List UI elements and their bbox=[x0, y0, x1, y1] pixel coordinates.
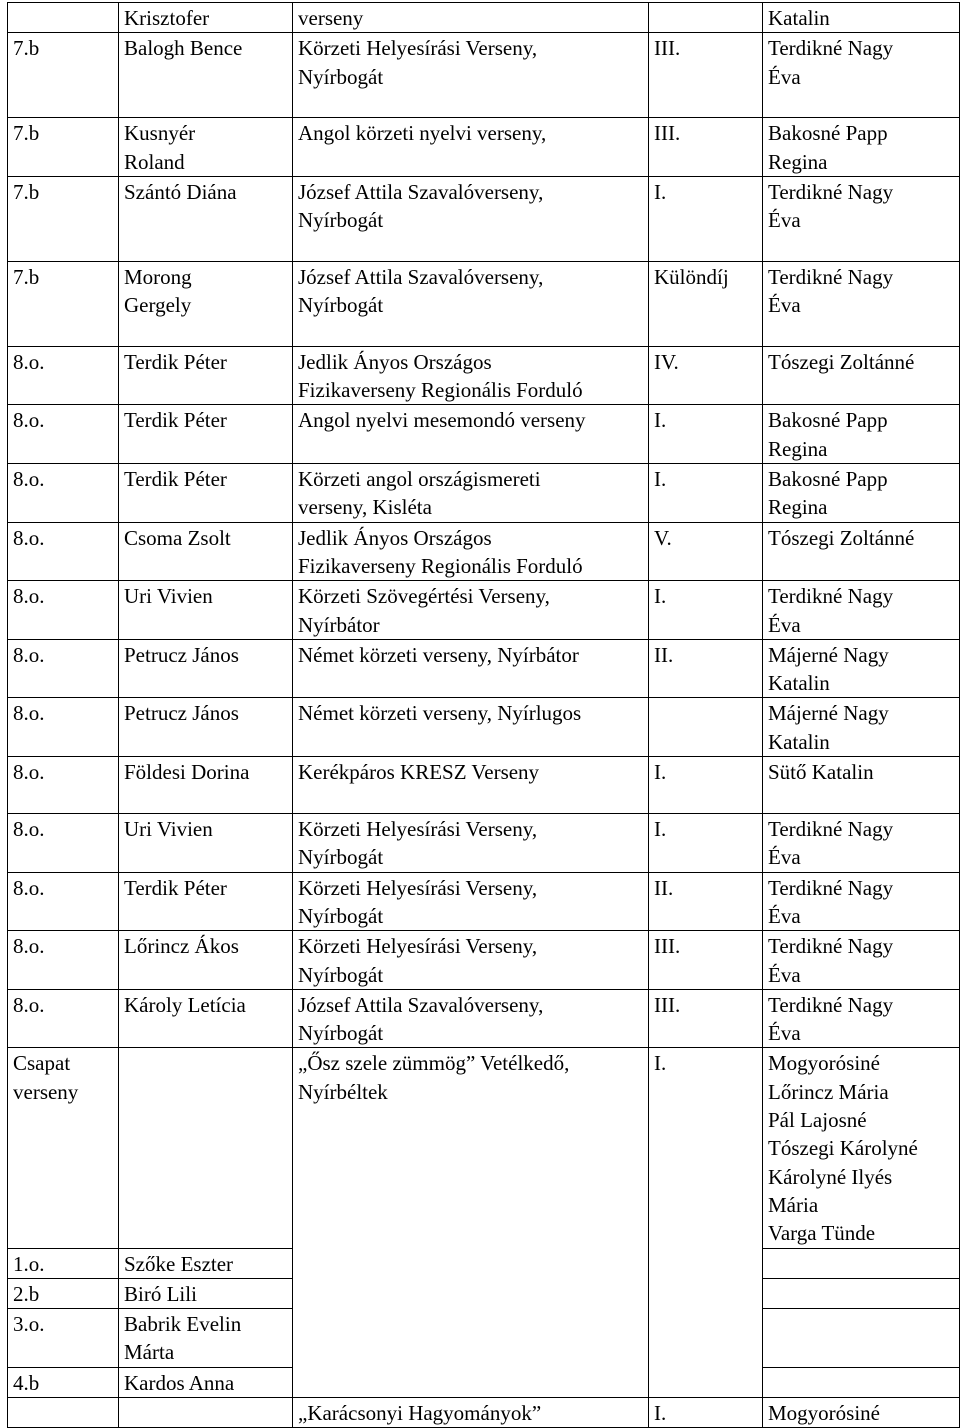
place-cell-text: II. bbox=[654, 642, 674, 667]
student-name-cell bbox=[119, 1248, 293, 1278]
place-cell bbox=[649, 698, 763, 757]
table-row bbox=[8, 3, 960, 33]
contest-cell bbox=[293, 814, 649, 873]
grade-cell bbox=[8, 405, 119, 464]
place-cell-text: V. bbox=[654, 525, 672, 550]
team-teachers-cell bbox=[763, 1048, 960, 1248]
contest-cell-text: Jedlik Ányos Országos Fizikaverseny Regionális Forduló bbox=[298, 525, 583, 578]
grade-cell bbox=[8, 581, 119, 640]
grade-cell bbox=[8, 1309, 119, 1368]
grade-cell bbox=[8, 118, 119, 177]
contest-cell bbox=[293, 33, 649, 118]
grade-cell bbox=[8, 1397, 119, 1427]
table-row bbox=[8, 698, 960, 757]
contest-cell-text: verseny bbox=[298, 6, 364, 30]
grade-cell bbox=[8, 33, 119, 118]
teacher-cell-text: Májerné Nagy Katalin bbox=[768, 701, 889, 754]
grade-cell-text: 8.o. bbox=[13, 817, 45, 842]
place-cell bbox=[649, 405, 763, 464]
grade-cell-text: 4.b bbox=[13, 1370, 40, 1395]
grade-cell-text: 8.o. bbox=[13, 701, 45, 726]
contest-cell bbox=[293, 261, 649, 346]
student-name-cell-text: Uri Vivien bbox=[124, 817, 213, 842]
student-name-cell-text: Morong Gergely bbox=[124, 264, 192, 318]
teacher-cell bbox=[763, 3, 960, 33]
teacher-cell bbox=[763, 698, 960, 757]
teacher-cell bbox=[763, 814, 960, 873]
place-cell bbox=[649, 33, 763, 118]
table-row bbox=[8, 639, 960, 698]
contest-cell bbox=[293, 405, 649, 464]
student-name-cell bbox=[119, 931, 293, 990]
student-name-cell bbox=[119, 118, 293, 177]
grade-cell-text: 8.o. bbox=[13, 584, 45, 609]
student-name-cell bbox=[119, 639, 293, 698]
teacher-cell-text: Terdikné Nagy Éva bbox=[768, 817, 894, 870]
table-row bbox=[8, 814, 960, 873]
grade-cell bbox=[8, 989, 119, 1048]
student-name-cell bbox=[119, 872, 293, 931]
teacher-cell-text: Tószegi Zoltánné bbox=[768, 525, 915, 550]
place-cell bbox=[649, 118, 763, 177]
contest-cell-text: Körzeti Szövegértési Verseny, Nyírbátor bbox=[298, 584, 550, 637]
place-cell-text: IV. bbox=[654, 349, 679, 374]
student-name-cell bbox=[119, 33, 293, 118]
place-cell bbox=[649, 3, 763, 33]
grade-cell-text: 8.o. bbox=[13, 349, 45, 374]
place-cell bbox=[649, 581, 763, 640]
grade-cell bbox=[8, 814, 119, 873]
teacher-cell bbox=[763, 405, 960, 464]
table-row bbox=[8, 261, 960, 346]
teacher-cell bbox=[763, 1397, 960, 1427]
grade-cell bbox=[8, 1248, 119, 1278]
team-name-cell bbox=[119, 1048, 293, 1248]
place-cell-text: III. bbox=[654, 992, 681, 1017]
place-cell-text: I. bbox=[654, 817, 667, 842]
contest-cell bbox=[293, 522, 649, 581]
student-name-cell bbox=[119, 3, 293, 33]
place-cell bbox=[649, 872, 763, 931]
student-name-cell-text: Kardos Anna bbox=[124, 1370, 235, 1395]
team-place-cell bbox=[649, 1048, 763, 1398]
grade-cell-text: 8.o. bbox=[13, 525, 45, 550]
table-row bbox=[8, 931, 960, 990]
place-cell bbox=[649, 931, 763, 990]
place-cell-text: II. bbox=[654, 875, 674, 900]
student-name-cell bbox=[119, 464, 293, 523]
teacher-cell-text: Terdikné Nagy Éva bbox=[768, 179, 894, 233]
contest-cell-text: Jedlik Ányos Országos Fizikaverseny Regionális Forduló bbox=[298, 349, 583, 403]
place-cell bbox=[649, 757, 763, 814]
table-row bbox=[8, 1397, 960, 1427]
student-name-cell-text: Balogh Bence bbox=[124, 36, 243, 61]
place-cell-text: I. bbox=[654, 408, 667, 433]
teacher-cell bbox=[763, 639, 960, 698]
contest-cell bbox=[293, 464, 649, 523]
student-name-cell-text: Terdik Péter bbox=[124, 875, 227, 900]
contest-cell-text: Körzeti Helyesírási Verseny, Nyírbogát bbox=[298, 817, 538, 870]
teacher-cell bbox=[763, 989, 960, 1048]
student-name-cell bbox=[119, 176, 293, 261]
teacher-cell bbox=[763, 176, 960, 261]
contest-cell bbox=[293, 3, 649, 33]
contest-cell-text: Körzeti Helyesírási Verseny, Nyírbogát bbox=[298, 875, 538, 928]
teacher-cell bbox=[763, 118, 960, 177]
contest-cell bbox=[293, 757, 649, 814]
teacher-cell-text: Májerné Nagy Katalin bbox=[768, 642, 889, 696]
student-name-cell-text: Terdik Péter bbox=[124, 467, 227, 492]
student-name-cell bbox=[119, 989, 293, 1048]
grade-cell bbox=[8, 931, 119, 990]
student-name-cell bbox=[119, 1367, 293, 1397]
place-cell-text: III. bbox=[654, 121, 681, 146]
grade-cell-text: 1.o. bbox=[13, 1251, 45, 1276]
student-name-cell-text: Károly Letícia bbox=[124, 992, 246, 1017]
contest-cell bbox=[293, 176, 649, 261]
place-cell-text: I. bbox=[654, 179, 667, 204]
teacher-cell-text: Mogyorósiné bbox=[768, 1400, 880, 1425]
contest-cell-text: József Attila Szavalóverseny, Nyírbogát bbox=[298, 179, 544, 233]
team-contest-cell bbox=[293, 1048, 649, 1398]
student-name-cell-text: Szántó Diána bbox=[124, 179, 237, 204]
student-name-cell bbox=[119, 261, 293, 346]
contest-cell-text: Körzeti Helyesírási Verseny, Nyírbogát bbox=[298, 934, 538, 987]
student-name-cell-text: Babrik Evelin Márta bbox=[124, 1312, 242, 1365]
contest-cell-text: Angol körzeti nyelvi verseny, bbox=[298, 121, 547, 146]
contest-cell bbox=[293, 698, 649, 757]
teacher-cell-text: Katalin bbox=[768, 6, 830, 30]
teacher-cell bbox=[763, 581, 960, 640]
team-row bbox=[8, 1048, 960, 1248]
student-name-cell-text: Csoma Zsolt bbox=[124, 525, 231, 550]
student-name-cell bbox=[119, 1278, 293, 1308]
student-name-cell-text: Terdik Péter bbox=[124, 349, 227, 374]
table-row bbox=[8, 118, 960, 177]
grade-cell-text: 7.b bbox=[13, 264, 40, 289]
teacher-cell-text: Bakosné Papp Regina bbox=[768, 408, 888, 461]
place-cell bbox=[649, 464, 763, 523]
student-name-cell-text: Petrucz János bbox=[124, 701, 239, 726]
table-row bbox=[8, 989, 960, 1048]
place-cell bbox=[649, 1397, 763, 1427]
grade-cell-text: 8.o. bbox=[13, 934, 45, 959]
place-cell bbox=[649, 814, 763, 873]
grade-cell-text: 8.o. bbox=[13, 875, 45, 900]
place-cell bbox=[649, 639, 763, 698]
table-row bbox=[8, 346, 960, 405]
grade-cell bbox=[8, 1278, 119, 1308]
grade-cell bbox=[8, 698, 119, 757]
grade-cell-text: 2.b bbox=[13, 1281, 40, 1306]
place-cell bbox=[649, 522, 763, 581]
place-cell-text: I. bbox=[654, 467, 667, 492]
contest-cell bbox=[293, 1397, 649, 1427]
team-contest-cell-text: „Ősz szele zümmög” Vetélkedő, Nyírbéltek bbox=[298, 1051, 570, 1104]
teacher-cell-text: Tószegi Zoltánné bbox=[768, 349, 915, 374]
teacher-cell bbox=[763, 931, 960, 990]
contest-cell-text: József Attila Szavalóverseny, Nyírbogát bbox=[298, 992, 544, 1046]
results-table-body bbox=[8, 3, 960, 1428]
contest-cell-text: Körzeti Helyesírási Verseny, Nyírbogát bbox=[298, 36, 538, 89]
student-name-cell-text: Lőrincz Ákos bbox=[124, 934, 239, 959]
table-row bbox=[8, 757, 960, 814]
student-name-cell-text: Petrucz János bbox=[124, 642, 239, 667]
teacher-cell-text: Terdikné Nagy Éva bbox=[768, 934, 894, 987]
place-cell bbox=[649, 261, 763, 346]
contest-cell bbox=[293, 639, 649, 698]
grade-cell bbox=[8, 522, 119, 581]
table-row bbox=[8, 464, 960, 523]
team-label-cell-text: Csapat verseny bbox=[13, 1051, 79, 1104]
teacher-cell-text: Sütő Katalin bbox=[768, 760, 874, 785]
student-name-cell-text: Földesi Dorina bbox=[124, 760, 250, 785]
student-name-cell bbox=[119, 405, 293, 464]
table-row bbox=[8, 872, 960, 931]
place-cell-text: III. bbox=[654, 934, 681, 959]
contest-cell bbox=[293, 346, 649, 405]
grade-cell-text: 8.o. bbox=[13, 992, 45, 1017]
contest-cell bbox=[293, 581, 649, 640]
grade-cell-text: 3.o. bbox=[13, 1312, 45, 1337]
contest-cell bbox=[293, 989, 649, 1048]
teacher-cell-text: Terdikné Nagy Éva bbox=[768, 36, 894, 89]
place-cell-text: I. bbox=[654, 760, 667, 785]
grade-cell-text: 7.b bbox=[13, 121, 40, 146]
grade-cell bbox=[8, 872, 119, 931]
teacher-cell-text: Terdikné Nagy Éva bbox=[768, 264, 894, 318]
contest-cell bbox=[293, 872, 649, 931]
place-cell bbox=[649, 346, 763, 405]
teacher-cell-text: Terdikné Nagy Éva bbox=[768, 584, 894, 637]
teacher-cell bbox=[763, 1248, 960, 1278]
student-name-cell bbox=[119, 1397, 293, 1427]
contest-cell-text: József Attila Szavalóverseny, Nyírbogát bbox=[298, 264, 544, 318]
contest-cell-text: Német körzeti verseny, Nyírlugos bbox=[298, 701, 582, 726]
contest-cell bbox=[293, 118, 649, 177]
table-row bbox=[8, 581, 960, 640]
grade-cell-text: 8.o. bbox=[13, 642, 45, 667]
place-cell bbox=[649, 989, 763, 1048]
student-name-cell-text: Biró Lili bbox=[124, 1281, 197, 1306]
table-row bbox=[8, 33, 960, 118]
grade-cell bbox=[8, 464, 119, 523]
grade-cell bbox=[8, 3, 119, 33]
grade-cell-text: 7.b bbox=[13, 179, 40, 204]
student-name-cell bbox=[119, 581, 293, 640]
table-row bbox=[8, 522, 960, 581]
teacher-cell bbox=[763, 1309, 960, 1368]
grade-cell-text: 8.o. bbox=[13, 408, 45, 433]
teacher-cell bbox=[763, 33, 960, 118]
contest-cell-text: „Karácsonyi Hagyományok” bbox=[298, 1400, 542, 1425]
grade-cell-text: 8.o. bbox=[13, 467, 45, 492]
contest-cell-text: Angol nyelvi mesemondó verseny bbox=[298, 408, 586, 433]
grade-cell-text: 8.o. bbox=[13, 760, 45, 785]
teacher-cell bbox=[763, 1278, 960, 1308]
teacher-cell bbox=[763, 346, 960, 405]
student-name-cell bbox=[119, 698, 293, 757]
student-name-cell bbox=[119, 346, 293, 405]
place-cell bbox=[649, 176, 763, 261]
teacher-cell-text: Bakosné Papp Regina bbox=[768, 467, 888, 520]
table-row bbox=[8, 176, 960, 261]
teacher-cell bbox=[763, 261, 960, 346]
student-name-cell bbox=[119, 757, 293, 814]
contest-cell-text: Német körzeti verseny, Nyírbátor bbox=[298, 642, 579, 667]
grade-cell-text: 7.b bbox=[13, 36, 40, 61]
student-name-cell-text: Krisztofer bbox=[124, 6, 210, 30]
grade-cell bbox=[8, 176, 119, 261]
place-cell-text: I. bbox=[654, 1400, 667, 1425]
team-teachers-cell-text: Mogyorósiné Lőrincz Mária Pál Lajosné Tószegi Károlyné Károlyné Ilyés Mária Varga Tünde bbox=[768, 1051, 918, 1246]
grade-cell bbox=[8, 346, 119, 405]
teacher-cell-text: Bakosné Papp Regina bbox=[768, 121, 888, 174]
teacher-cell-text: Terdikné Nagy Éva bbox=[768, 992, 894, 1046]
teacher-cell bbox=[763, 757, 960, 814]
contest-cell-text: Kerékpáros KRESZ Verseny bbox=[298, 760, 540, 785]
student-name-cell-text: Szőke Eszter bbox=[124, 1251, 234, 1276]
place-cell-text: Különdíj bbox=[654, 264, 729, 289]
student-name-cell bbox=[119, 814, 293, 873]
table-row bbox=[8, 405, 960, 464]
teacher-cell bbox=[763, 1367, 960, 1397]
grade-cell bbox=[8, 639, 119, 698]
teacher-cell bbox=[763, 522, 960, 581]
student-name-cell-text: Kusnyér Roland bbox=[124, 121, 196, 174]
contest-cell-text: Körzeti angol országismereti verseny, Kisléta bbox=[298, 467, 541, 520]
place-cell-text: III. bbox=[654, 36, 681, 61]
grade-cell bbox=[8, 261, 119, 346]
contest-cell bbox=[293, 931, 649, 990]
teacher-cell-text: Terdikné Nagy Éva bbox=[768, 875, 894, 928]
teacher-cell bbox=[763, 872, 960, 931]
team-label-cell bbox=[8, 1048, 119, 1248]
student-name-cell bbox=[119, 1309, 293, 1368]
grade-cell bbox=[8, 757, 119, 814]
student-name-cell-text: Terdik Péter bbox=[124, 408, 227, 433]
place-cell-text: I. bbox=[654, 584, 667, 609]
student-name-cell bbox=[119, 522, 293, 581]
team-place-cell-text: I. bbox=[654, 1051, 667, 1076]
student-name-cell-text: Uri Vivien bbox=[124, 584, 213, 609]
teacher-cell bbox=[763, 464, 960, 523]
grade-cell bbox=[8, 1367, 119, 1397]
results-table bbox=[7, 2, 960, 1428]
